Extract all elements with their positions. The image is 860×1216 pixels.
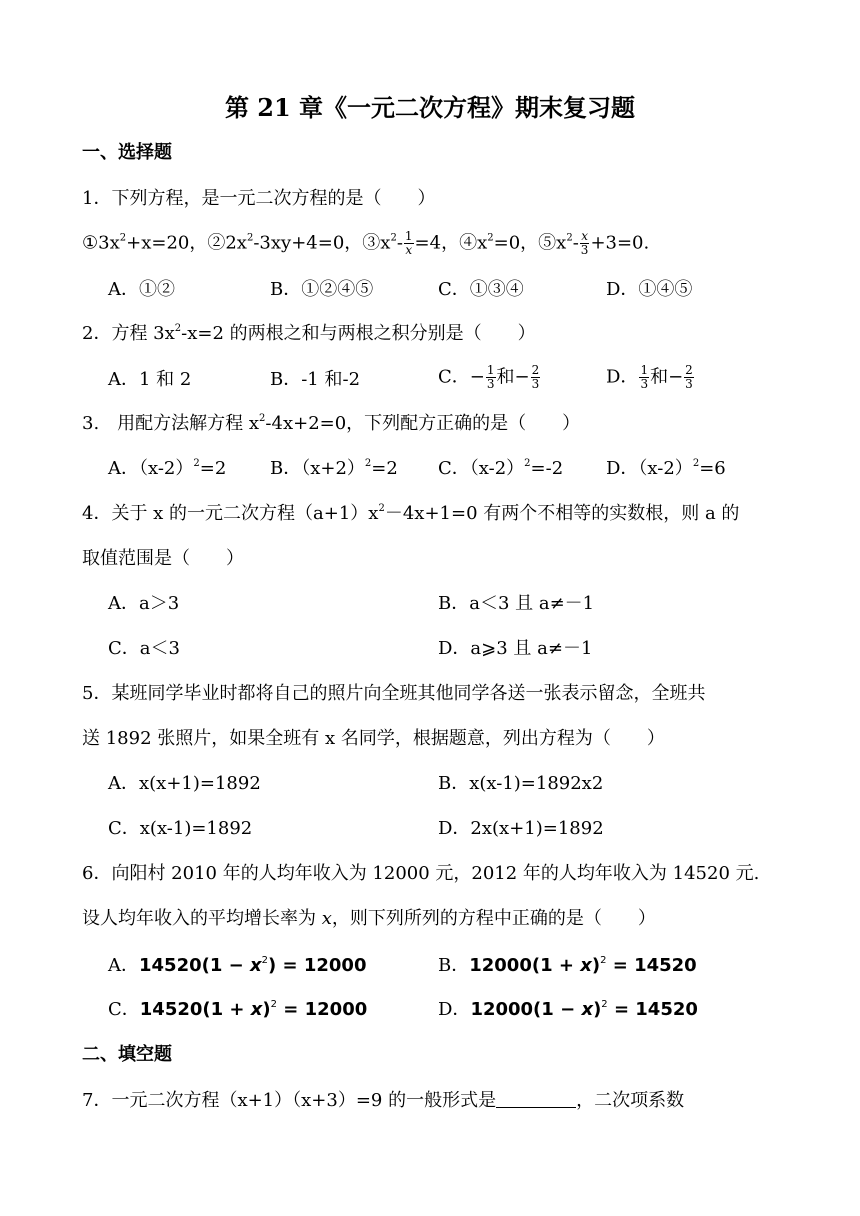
question-6-option-a: A．$14520(1 - x^2) = 12000$ bbox=[108, 955, 367, 976]
question-4-option-b: B．a＜3 且 a≠－1 bbox=[438, 593, 595, 614]
question-4-option-c: C．a＜3 bbox=[108, 638, 180, 659]
question-4-stem-line-1: 4．关于 x 的一元二次方程$(a+1)x^2-4x+1=0$ 有两个不相等的实数根，则 a 的 bbox=[82, 503, 740, 524]
question-5-stem-line-2: 送 1892 张照片，如果全班有 x 名同学，根据题意，列出方程为（ ） bbox=[82, 728, 665, 749]
question-3-option-a: A．$(x-2)^2=2$ bbox=[108, 458, 227, 479]
question-6-option-b: B．$12000(1 + x)^2 = 14520$ bbox=[438, 955, 697, 976]
question-5-option-c: C．x(x-1)=1892 bbox=[108, 818, 253, 839]
question-6-stem-line-2: 设人均年收入的平均增长率为 x，则下列所列的方程中正确的是（ ） bbox=[82, 908, 656, 929]
question-5-option-a: A．x(x+1)=1892 bbox=[108, 773, 261, 794]
question-1-option-b: B．①②④⑤ bbox=[270, 279, 374, 300]
question-5-option-b: B．x(x-1)=1892x2 bbox=[438, 773, 604, 794]
question-4-option-a: A．a＞3 bbox=[108, 593, 180, 614]
fraction-one-over-x: $\frac{1}{x}$ bbox=[404, 229, 413, 257]
question-5-stem-line-1: 5．某班同学毕业时都将自己的照片向全班其他同学各送一张表示留念，全班共 bbox=[82, 683, 706, 704]
question-3-stem: 3. 用配方法解方程 $x^2-4x+2=0$，下列配方正确的是（ ） bbox=[82, 413, 581, 434]
question-1-option-a: A．①② bbox=[108, 279, 175, 300]
question-1-option-c: C．①③④ bbox=[438, 279, 524, 300]
question-4-option-d: D．a⩾3 且 a≠－1 bbox=[438, 638, 593, 659]
section-heading-fill-blank: 二、填空题 bbox=[82, 1044, 172, 1065]
question-2-option-c: C．− $\frac{1}{3}$ 和− $\frac{2}{3}$ bbox=[438, 363, 540, 391]
section-heading-choice: 一、选择题 bbox=[82, 142, 172, 163]
fraction-x-over-three: $\frac{x}{3}$ bbox=[580, 229, 589, 257]
question-6-option-d: D．$12000(1 - x)^2 = 14520$ bbox=[438, 999, 698, 1020]
question-2-option-a: A．1 和 2 bbox=[108, 369, 192, 390]
question-2-stem: 2．方程 $3x^2-x=2$ 的两根之和与两根之积分别是（ ） bbox=[82, 323, 536, 344]
question-3-option-d: D．$(x-2)^2=6$ bbox=[606, 458, 726, 479]
question-2-option-d: D． $\frac{1}{3}$ 和− $\frac{2}{3}$ bbox=[606, 363, 693, 391]
question-1-option-d: D．①④⑤ bbox=[606, 279, 693, 300]
question-1-equations: $①3x^2+x=20$，$②2x^2-3xy+4=0$，$③x^2-$ $\frac{1}{x}$ =4，$④x^2=0$，$⑤x^2-$ $\frac{x}{3}$ +3=0. bbox=[82, 229, 650, 257]
question-2-option-b: B．-1 和-2 bbox=[270, 369, 361, 390]
question-3-option-c: C．$(x-2)^2=-2$ bbox=[438, 458, 564, 479]
question-6-option-c: C．$14520(1 + x)^2 = 12000$ bbox=[108, 999, 368, 1020]
question-4-stem-line-2: 取值范围是（ ） bbox=[82, 548, 244, 569]
question-6-stem-line-1: 6．向阳村 2010 年的人均年收入为 12000 元，2012 年的人均年收入为 14520 元. bbox=[82, 863, 760, 884]
question-1-stem: 1．下列方程，是一元二次方程的是（ ） bbox=[82, 188, 436, 209]
page-title: 第 21 章《一元二次方程》期末复习题 bbox=[224, 93, 636, 122]
question-3-option-b: B．$(x+2)^2=2$ bbox=[270, 458, 398, 479]
question-5-option-d: D．2x(x+1)=1892 bbox=[438, 818, 604, 839]
question-7-stem: 7．一元二次方程（x+1）（x+3）=9 的一般形式是 ，二次项系数 bbox=[82, 1090, 685, 1111]
answer-blank bbox=[496, 1089, 576, 1108]
